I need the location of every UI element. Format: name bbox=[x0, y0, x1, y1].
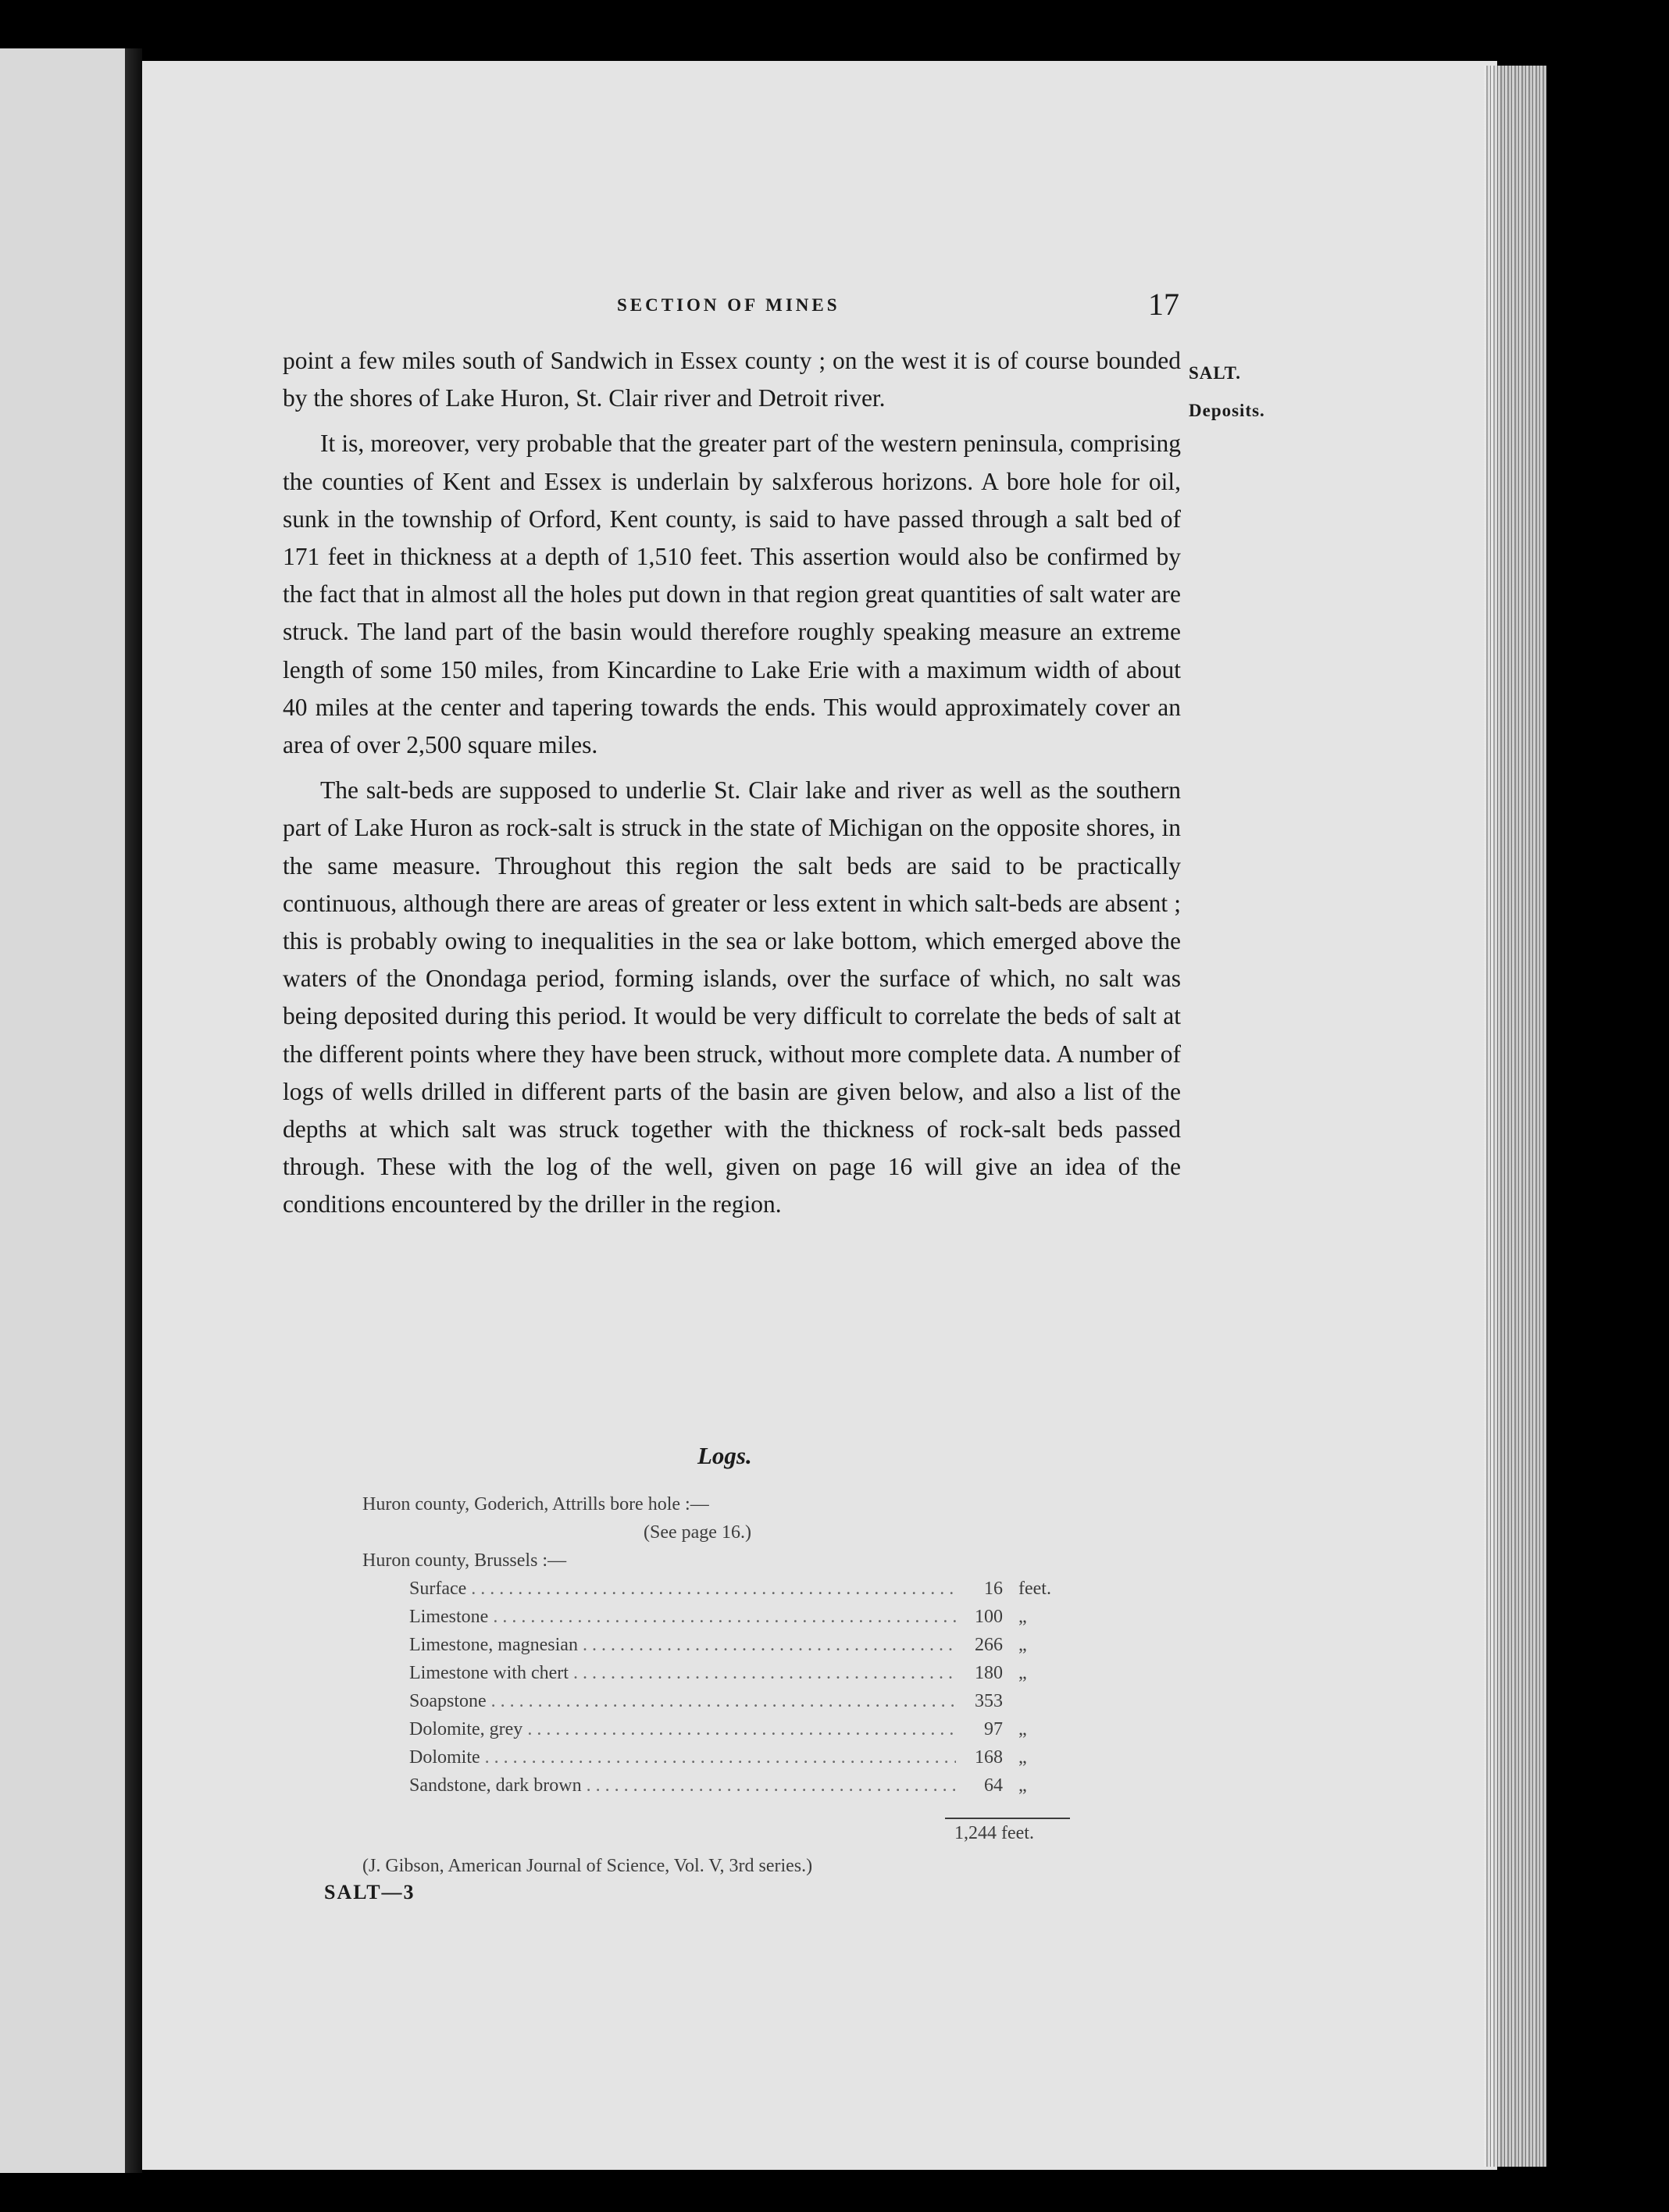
thickness: 168 bbox=[975, 1747, 1003, 1768]
left-page-edge bbox=[0, 48, 125, 2173]
unit: „ bbox=[1018, 1775, 1027, 1796]
unit: feet. bbox=[1018, 1579, 1051, 1599]
goderich-reference: (See page 16.) bbox=[644, 1522, 751, 1543]
stratum-name: Dolomite . . . bbox=[409, 1743, 956, 1771]
paragraph: point a few miles south of Sandwich in Essex county ; on the west it is of course bounded by the shores of Lake Huron, St. Clair river and Detroit river. bbox=[283, 347, 1181, 412]
unit: „ bbox=[1018, 1663, 1027, 1683]
log-row bbox=[362, 1631, 1081, 1659]
thickness: 266 bbox=[975, 1635, 1003, 1655]
goderich-line: Huron county, Goderich, Attrills bore hole :— bbox=[362, 1494, 709, 1515]
log-total: 1,244 feet. bbox=[954, 1823, 1034, 1843]
thickness: 64 bbox=[984, 1775, 1003, 1796]
page-number: 17 bbox=[1148, 287, 1179, 322]
log-row bbox=[362, 1659, 1081, 1687]
unit: „ bbox=[1018, 1719, 1027, 1739]
logs-heading: Logs. bbox=[697, 1442, 752, 1469]
stratum-name: Soapstone . . . bbox=[409, 1687, 956, 1715]
log-row bbox=[362, 1603, 1081, 1631]
body-text bbox=[283, 342, 1181, 1232]
stratum-name: Sandstone, dark brown . . . bbox=[409, 1771, 956, 1800]
unit: „ bbox=[1018, 1747, 1027, 1768]
paragraph: It is, moreover, very probable that the greater part of the western peninsula, comprising the counties of Kent and Essex is underlain by salxferous horizons. A bore hole for oil, sunk in the township of Orford, Kent county, is said to have passed through a salt bed of 171 feet in thickness at a depth of 1,510 feet. This assertion would also be confirmed by the fact that in almost all the holes put down in that region great quantities of salt water are struck. The land part of the basin would therefore roughly speaking measure an extreme length of some 150 miles, from Kincardine to Lake Erie with a maximum width of about 40 miles at the center and tapering towards the ends. This would approximately cover an area of over 2,500 square miles. bbox=[283, 430, 1181, 759]
logs-section bbox=[362, 1490, 1081, 1800]
total-rule bbox=[945, 1818, 1070, 1819]
stratum-name: Limestone with chert . . . bbox=[409, 1659, 956, 1687]
thickness: 100 bbox=[975, 1607, 1003, 1627]
running-title: SECTION OF MINES bbox=[617, 295, 840, 315]
margin-note-salt: SALT. bbox=[1189, 363, 1242, 383]
thickness: 180 bbox=[975, 1663, 1003, 1683]
log-row bbox=[362, 1575, 1081, 1603]
stratum-name: Limestone, magnesian . . . bbox=[409, 1631, 956, 1659]
book-gutter bbox=[125, 48, 142, 2173]
unit: „ bbox=[1018, 1635, 1027, 1655]
stratum-name: Dolomite, grey . . . bbox=[409, 1715, 956, 1743]
log-row bbox=[362, 1771, 1081, 1800]
citation: (J. Gibson, American Journal of Science, Vol. V, 3rd series.) bbox=[362, 1856, 813, 1876]
paragraph: The salt-beds are supposed to underlie St. Clair lake and river as well as the southern part of Lake Huron as rock-salt is struck in the state of Michigan on the opposite shores, in the same measure. Throughout this region the salt beds are said to be practically continuous, although there are areas of greater or less extent in which salt-beds are absent ; this is probably owing to inequalities in the sea or lake bottom, which emerged above the waters of the Onondaga period, forming islands, over the surface of which, no salt was being deposited during this period. It would be very difficult to correlate the beds of salt at the different points where they have been struck, without more complete data. A number of logs of wells drilled in different parts of the basin are given below, and also a list of the depths at which salt was struck together with the thickness of rock-salt beds passed through. These with the log of the well, given on page 16 will give an idea of the conditions encountered by the driller in the region. bbox=[283, 776, 1181, 1218]
thickness: 16 bbox=[984, 1579, 1003, 1599]
log-row bbox=[362, 1743, 1081, 1771]
signature-mark: SALT—3 bbox=[324, 1881, 415, 1903]
brussels-line: Huron county, Brussels :— bbox=[362, 1550, 567, 1571]
unit: „ bbox=[1018, 1607, 1027, 1627]
stratum-name: Surface . . . bbox=[409, 1575, 956, 1603]
page-stack-edge bbox=[1484, 66, 1546, 2167]
thickness: 97 bbox=[984, 1719, 1003, 1739]
thickness: 353 bbox=[975, 1691, 1003, 1711]
log-row bbox=[362, 1687, 1081, 1715]
log-row bbox=[362, 1715, 1081, 1743]
unit bbox=[1003, 1687, 1081, 1715]
margin-note-deposits: Deposits. bbox=[1189, 401, 1265, 420]
stratum-name: Limestone . . . bbox=[409, 1603, 956, 1631]
